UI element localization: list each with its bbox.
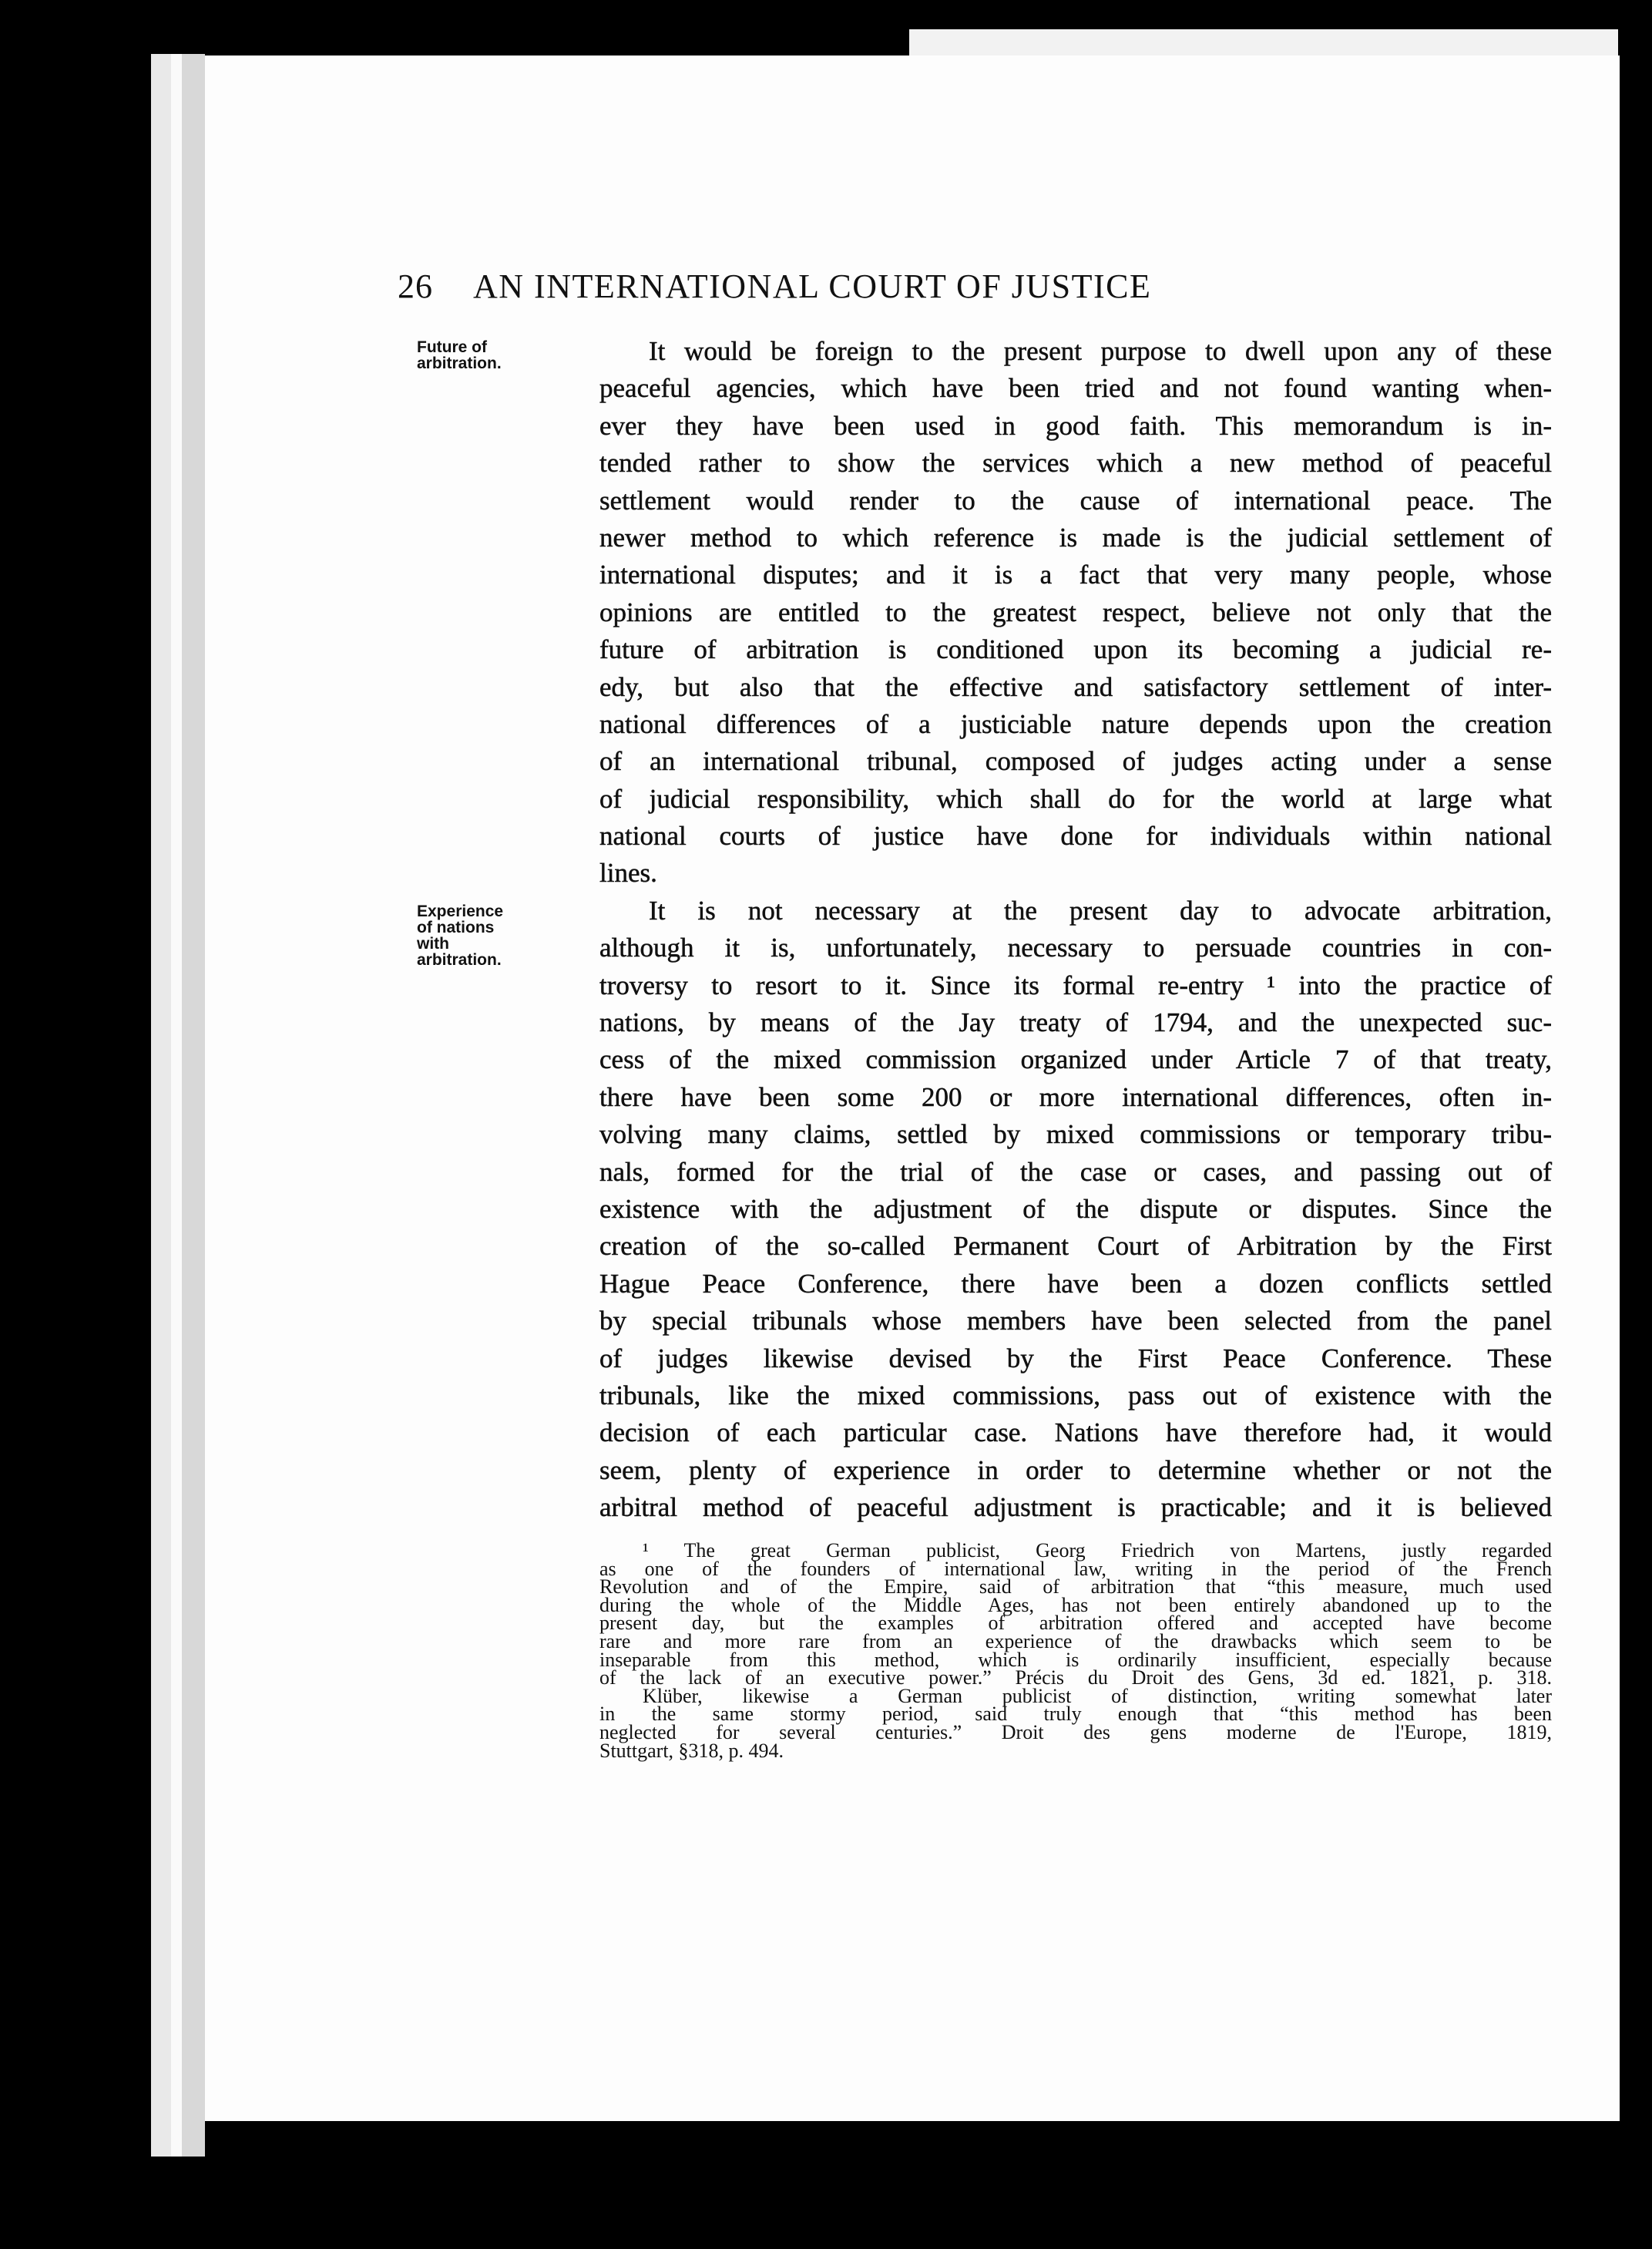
body-line: by special tribunals whose members have been selected from the panel <box>599 1306 1552 1336</box>
body-line: nations, by means of the Jay treaty of 1794, and the unexpected suc- <box>599 1007 1552 1038</box>
page-title: AN INTERNATIONAL COURT OF JUSTICE <box>473 267 1152 305</box>
body-line: opinions are entitled to the greatest respect, believe not only that the <box>599 597 1552 627</box>
body-line: arbitral method of peaceful adjustment is practicable; and it is believed <box>599 1492 1552 1523</box>
body-line: national differences of a justiciable nature depends upon the creation <box>599 708 1552 739</box>
margin-note-line: with <box>417 935 449 953</box>
margin-note-experience-of-nations <box>417 903 532 968</box>
body-line: nals, formed for the trial of the case or cases, and passing out of <box>599 1156 1552 1187</box>
body-line: cess of the mixed commission organized under Article 7 of that treaty, <box>599 1044 1552 1075</box>
body-line: of judges likewise devised by the First Peace Conference. These <box>599 1343 1552 1373</box>
page-number: 26 <box>398 267 433 305</box>
footnote-line: Revolution and of the Empire, said of arbitration that “this measure, much used <box>599 1575 1552 1599</box>
body-line: It would be foreign to the present purpose to dwell upon any of these <box>649 336 1552 366</box>
footnote-line: Klüber, likewise a German publicist of distinction, writing somewhat later <box>643 1684 1552 1707</box>
body-line: although it is, unfortunately, necessary to persuade countries in con- <box>599 933 1552 963</box>
margin-note-line: Experience <box>417 903 504 920</box>
body-line: creation of the so-called Permanent Court of Arbitration by the First <box>599 1231 1552 1262</box>
page-edge-strip <box>909 29 1618 55</box>
body-line: decision of each particular case. Nations have therefore had, it would <box>599 1417 1552 1448</box>
footnote-line: ¹ The great German publicist, Georg Friedrich von Martens, justly regarded <box>643 1539 1552 1562</box>
margin-note-line: arbitration. <box>417 951 502 969</box>
body-line: international disputes; and it is a fact that very many people, whose <box>599 560 1552 590</box>
body-line: of judicial responsibility, which shall do for the world at large what <box>599 783 1552 814</box>
footnote-line: neglected for several centuries.” Droit des gens moderne de l'Europe, 1819, <box>599 1720 1552 1743</box>
body-line: national courts of justice have done for individuals within national <box>599 821 1552 852</box>
page-edge-strip <box>182 54 205 2157</box>
body-line: Hague Peace Conference, there have been a dozen conflicts settled <box>599 1268 1552 1299</box>
body-line: newer method to which reference is made is the judicial settlement of <box>599 522 1552 553</box>
body-line: lines. <box>599 858 657 889</box>
body-line: It is not necessary at the present day to advocate arbitration, <box>649 895 1552 926</box>
body-line: volving many claims, settled by mixed commissions or temporary tribu- <box>599 1119 1552 1150</box>
footnotes <box>599 1541 1552 1760</box>
body-line: existence with the adjustment of the dispute or disputes. Since the <box>599 1193 1552 1224</box>
body-line: tribunals, like the mixed commissions, pass out of existence with the <box>599 1380 1552 1410</box>
body-line: tended rather to show the services which a new method of peaceful <box>599 448 1552 479</box>
body-line: seem, plenty of experience in order to determine whether or not the <box>599 1454 1552 1485</box>
body-line: future of arbitration is conditioned upon its becoming a judicial re- <box>599 634 1552 665</box>
body-line: settlement would render to the cause of international peace. The <box>599 485 1552 516</box>
footnote-line: during the whole of the Middle Ages, has not been entirely abandoned up to the <box>599 1593 1552 1616</box>
footnote-line: as one of the founders of international law, writing in the period of the French <box>599 1557 1552 1580</box>
footnote-line: inseparable from this method, which is ordinarily insufficient, especially because <box>599 1648 1552 1671</box>
footnote-line: present day, but the examples of arbitration offered and accepted have become <box>599 1612 1552 1635</box>
margin-note-line: arbitration. <box>417 355 502 372</box>
running-head <box>398 267 1553 313</box>
body-line: peaceful agencies, which have been tried and not found wanting when- <box>599 373 1552 404</box>
body-line: edy, but also that the effective and satisfactory settlement of inter- <box>599 671 1552 702</box>
footnote-line: in the same stormy period, said truly enough that “this method has been <box>599 1703 1552 1726</box>
page-edge-strip <box>151 54 171 2157</box>
margin-note-line: of nations <box>417 919 495 936</box>
body-line: troversy to resort to it. Since its formal re-entry ¹ into the practice of <box>599 970 1552 1000</box>
body-line: there have been some 200 or more international differences, often in- <box>599 1081 1552 1112</box>
margin-note-line: Future of <box>417 338 487 356</box>
page-edge-strip <box>171 54 182 2157</box>
footnote-line: Stuttgart, §318, p. 494. <box>599 1739 784 1762</box>
footnote-line: rare and more rare from an experience of the drawbacks which seem to be <box>599 1629 1552 1652</box>
footnote-line: of the lack of an executive power.” Précis du Droit des Gens, 3d ed. 1821, p. 318. <box>599 1666 1552 1689</box>
margin-note-future-of-arbitration <box>417 339 532 371</box>
body-line: of an international tribunal, composed of judges acting under a sense <box>599 746 1552 777</box>
body-line: ever they have been used in good faith. This memorandum is in- <box>599 410 1552 441</box>
body-text <box>599 333 1552 1527</box>
